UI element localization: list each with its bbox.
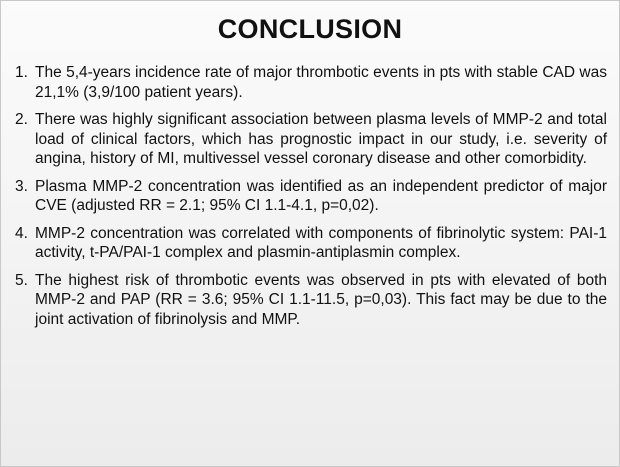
- list-item: [15, 177, 607, 216]
- conclusion-list: [15, 63, 607, 337]
- item-text: The highest risk of thrombotic events was observed in pts with elevated of both MMP-2 and PAP (RR = 3.6; 95% CI 1.1-11.5, p=0,03). This fact may be due to the joint activation of fibrinolysis and MMP.: [35, 271, 607, 328]
- slide-title: CONCLUSION: [217, 14, 403, 44]
- item-number: 4.: [15, 224, 28, 242]
- item-text: Plasma MMP-2 concentration was identified as an independent predictor of major CVE (adjusted RR = 2.1; 95% CI 1.1-4.1, p=0,02).: [35, 177, 607, 214]
- list-item: [15, 110, 607, 169]
- item-number: 1.: [15, 64, 28, 81]
- item-number: 2.: [15, 111, 28, 128]
- list-item: [15, 224, 607, 263]
- item-text: There was highly significant association between plasma levels of MMP-2 and total load of clinical factors, which has prognostic impact in our study, i.e. severity of angina, history of MI, multivessel vessel coronary disease and other comorbidity.: [35, 111, 607, 167]
- item-number: 3.: [15, 177, 28, 195]
- list-item: [15, 271, 607, 330]
- item-text: The 5,4-years incidence rate of major thrombotic events in pts with stable CAD was 21,1% (3,9/100 patient years).: [35, 64, 607, 101]
- item-number: 5.: [15, 271, 28, 289]
- item-text: MMP-2 concentration was correlated with components of fibrinolytic system: PAI-1 activity, t-PA/PAI-1 complex and plasmin-antiplasmin complex.: [35, 224, 607, 261]
- list-item: [15, 63, 607, 102]
